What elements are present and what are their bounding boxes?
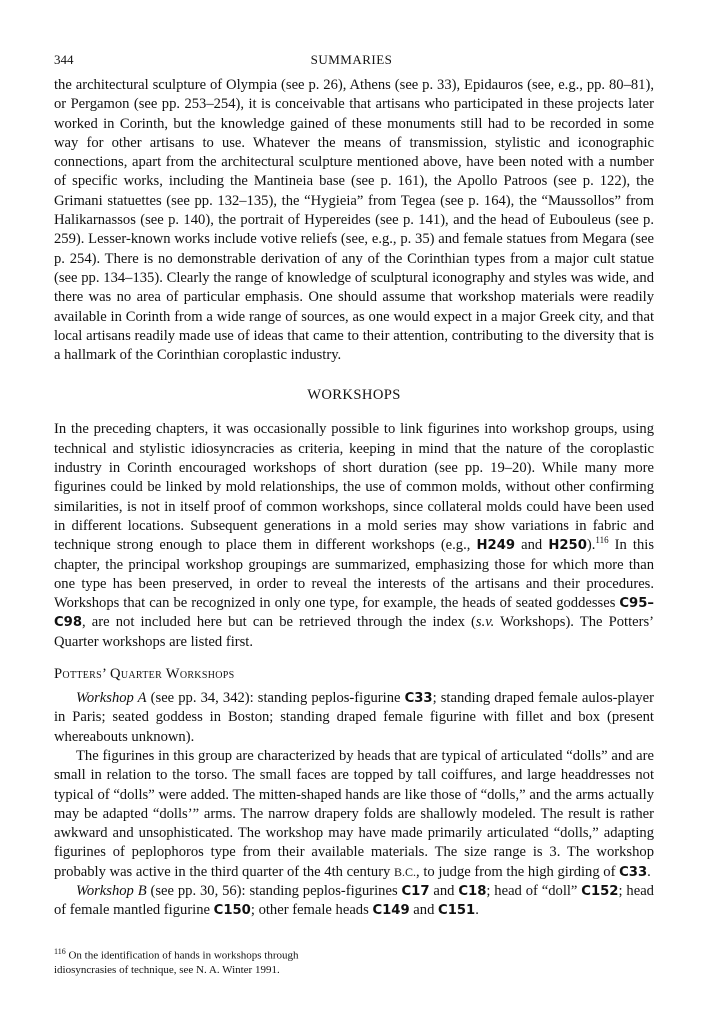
- catalog-ref: C150: [213, 903, 251, 919]
- catalog-ref: C95–C98: [54, 596, 654, 631]
- catalog-ref: H249: [476, 538, 516, 554]
- catalog-ref: C18: [458, 883, 487, 899]
- workshop-label: Workshop B: [76, 882, 147, 899]
- page-body: [54, 76, 654, 921]
- intro-paragraph: the architectural sculpture of Olympia (see p. 26), Athens (see p. 33), Epidauros (see, e.g., pp. 80–81), or Pergamon (see pp. 253–254), it is conceivable that artisans who participated in these projects later worked in Corinth, but the knowledge gained of these monuments still had to be recorded in some way for other artisans to use. Whatever the means of transmission, stylistic and iconographic connections, apart from the architectural sculpture mentioned above, have been noted with a number of specific works, including the Mantineia base (see p. 161), the Apollo Patroos (see p. 122), the Grimani statuettes (see pp. 132–135), the “Hygieia” from Tegea (see p. 164), the “Maussollos” from Halikarnassos (see p. 140), the portrait of Hypereides (see p. 141), and the head of Eubouleus (see p. 259). Lesser-known works include votive reliefs (see, e.g., p. 35) and female statues from Megara (see p. 254). There is no demonstrable derivation of any of the Corinthian types from a major cult statue (see pp. 134–135). Clearly the range of knowledge of sculptural iconography and styles was wide, and there was no area of particular emphasis. One should assume that workshop materials were readily available in Corinth from a wide range of sources, as one would expect in a major Greek city, and that local artisans readily made use of ideas that came to their attention, contributing to the diversity that is a hallmark of the Corinthian coroplastic industry.: [54, 77, 654, 364]
- section-title-workshops: WORKSHOPS: [307, 387, 401, 404]
- workshop-b-entry: Workshop B (see pp. 30, 56): standing peplos-figurines C17 and C18; head of “doll” C152; head of female mantled figurine C150; other female heads C149 and C151.: [54, 882, 654, 919]
- catalog-ref: C17: [401, 883, 430, 899]
- workshop-label: Workshop A: [76, 690, 147, 707]
- catalog-ref: C33: [404, 691, 433, 707]
- page-number: 344: [54, 52, 74, 67]
- footnote-marker: 116: [595, 535, 609, 546]
- footnote: [54, 945, 354, 977]
- subheading-potters-quarter: Potters’ Quarter Workshops: [54, 666, 235, 683]
- catalog-ref: C33: [619, 864, 648, 880]
- running-head: SUMMARIES: [310, 52, 393, 67]
- catalog-ref: C152: [581, 883, 619, 899]
- catalog-ref: C149: [372, 903, 410, 919]
- footnote-text: On the identification of hands in workshops through idiosyncrasies of technique, see N. A. Winter 1991.: [54, 949, 299, 976]
- catalog-ref: H250: [548, 538, 587, 554]
- workshop-a-entry: Workshop A (see pp. 34, 342): standing peplos-figurine C33; standing draped female aulos-player in Paris; seated goddess in Boston; standing draped female figurine with fillet and box (present whereabouts unknown).: [54, 690, 654, 745]
- workshop-a-description: The figurines in this group are characterized by heads that are typical of articulated “dolls” and are small in relation to the torso. The small faces are topped by tall coiffures, and large headdresses not typical of “dolls” were added. The mitten-shaped hands are like those of “dolls,” and the arms actually may be adapted “dolls’” arms. The narrow drapery folds are shallowly modeled. The result is rather awkward and unsophisticated. The workshop may have made primarily articulated “dolls,” adapting figurines of peplophoros type from their available materials. The size range is 3. The workshop probably was active in the third quarter of the 4th century B.C., to judge from the high girding of C33.: [54, 747, 654, 880]
- footnote-number: 116: [54, 947, 66, 956]
- page-header: [54, 52, 649, 70]
- catalog-ref: C151: [438, 903, 476, 919]
- workshops-intro-paragraph: In the preceding chapters, it was occasionally possible to link figurines into workshop groups, using technical and stylistic idiosyncracies as criteria, keeping in mind that the nature of the coroplastic industry in Corinth encouraged workshops of short duration (see pp. 19–20). While many more figurines could be linked by mold relationships, the use of common molds, without other confirming similarities, is not in itself proof of common workshops, since collateral molds could have been used in different locations. Subsequent generations in a mold series may show variations in fabric and technique strong enough to place them in different workshops (e.g., H249 and H250).$^{116}$ In this chapter, the principal workshop groupings are summarized, emphasizing those for which more than one type has been preserved, in order to reveal the interests of the artisans and their procedures. Workshops that can be recognized in only one type, for example, the heads of seated goddesses C95–C98, are not included here but can be retrieved through the index (s.v. Workshops). The Potters’ Quarter workshops are listed first.: [54, 421, 655, 650]
